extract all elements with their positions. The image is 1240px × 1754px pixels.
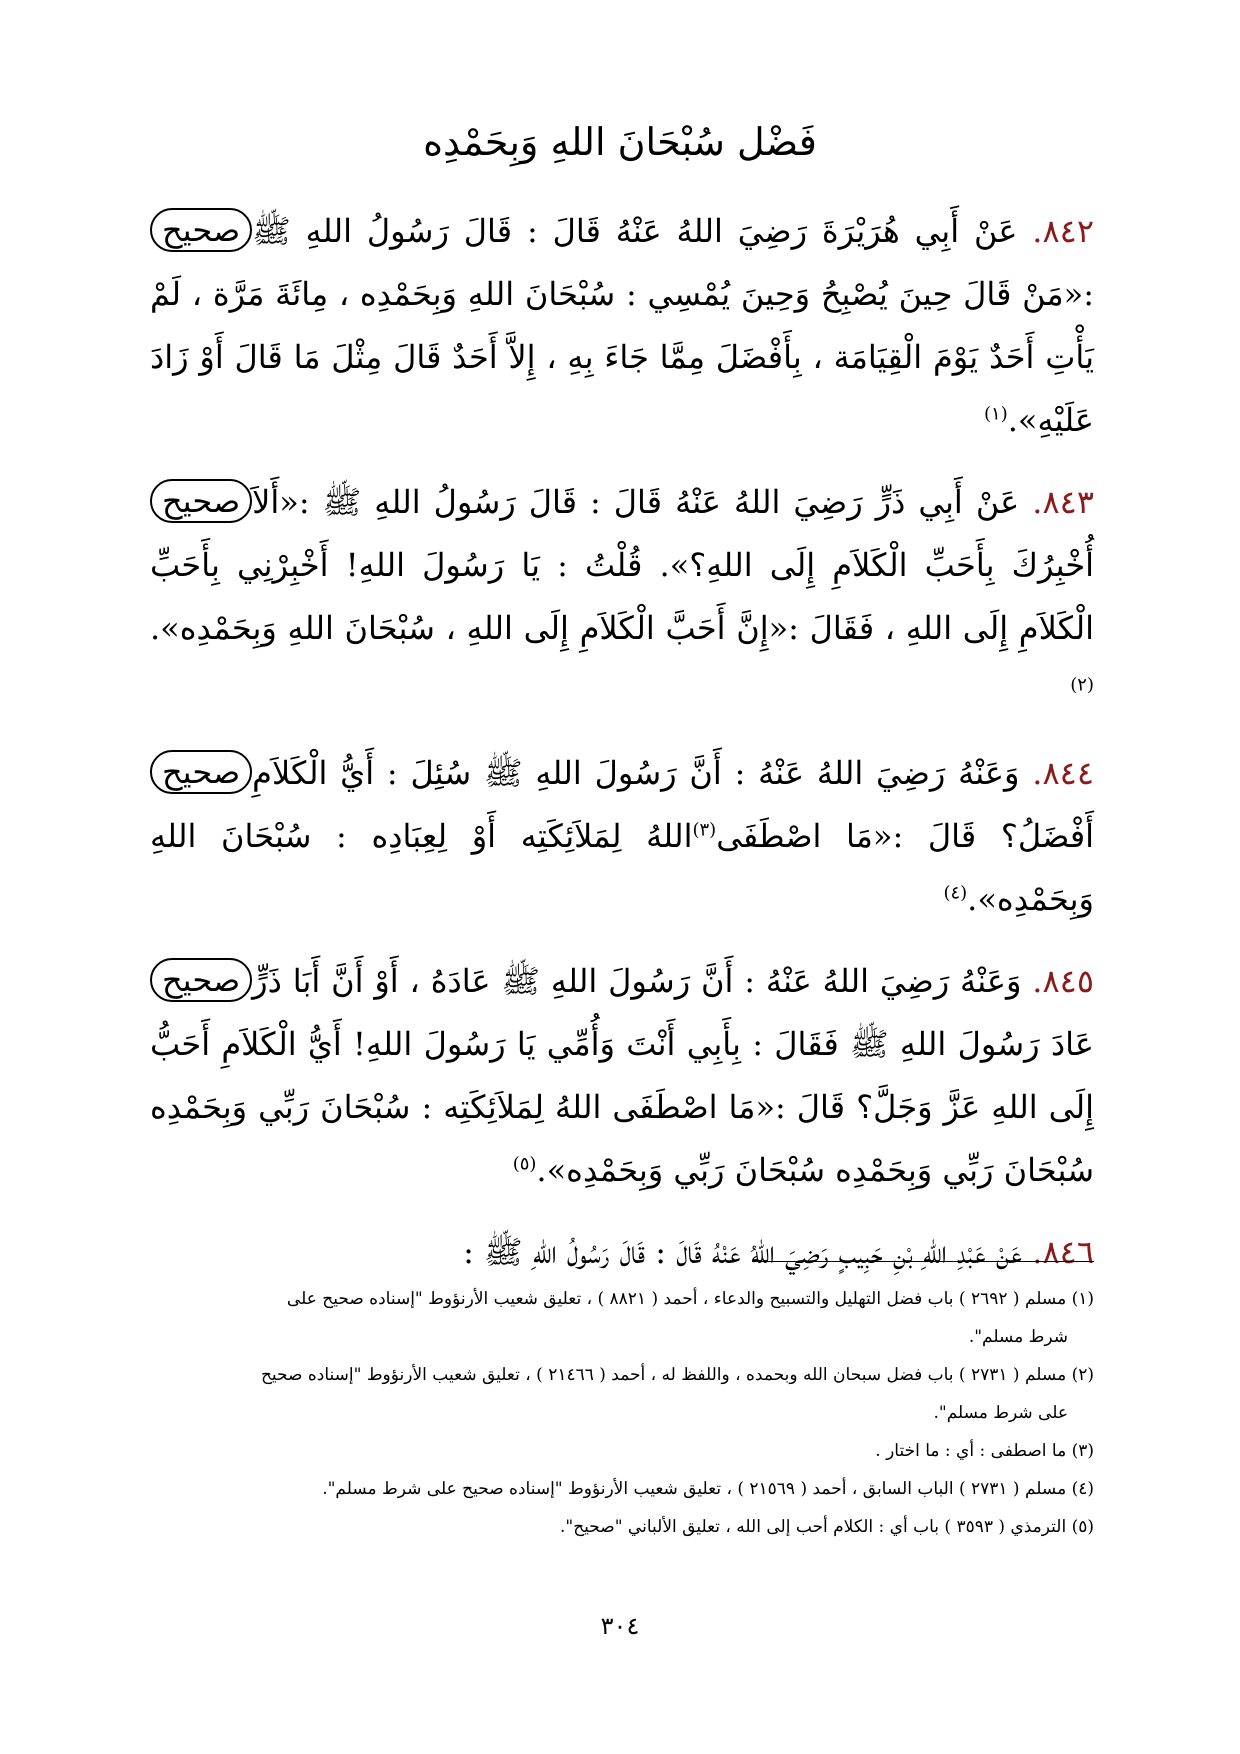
footnote-line: شرط مسلم". (968, 1327, 1068, 1347)
footnote-divider (754, 1261, 1094, 1262)
hadith-number: ٨٤٢. (1032, 212, 1095, 250)
footnote-ref[interactable]: (٢) (1070, 674, 1094, 696)
footnote-line: (١) مسلم ( ٢٦٩٢ ) باب فضل التهليل والتسبيح والدعاء ، أحمد ( ٨٨٢١ ) ، تعليق شعيب الأرنؤوط "إسناده صحيح على (286, 1289, 1094, 1309)
hadith-text: عَنْ عَبْدِ اللهِ بْنِ حَبِيبٍ رَضِيَ اللهُ عَنْهُ قَالَ : قَالَ رَسُولُ اللهِ ﷺ : (463, 1233, 1023, 1271)
hadith-list (150, 200, 1094, 1303)
footnote-line: على شرط مسلم". (933, 1403, 1068, 1423)
footnote-line: (٢) مسلم ( ٢٧٣١ ) باب فضل سبحان الله وبحمده ، واللفظ له ، أحمد ( ٢١٤٦٦ ) ، تعليق شعيب الأرنؤوط "إسناده صحيح (260, 1365, 1094, 1385)
hadith-845 (150, 950, 1094, 1202)
footnote-3 (150, 1432, 1094, 1470)
grade-badge: صحيح (150, 479, 252, 523)
grade-badge: صحيح (150, 208, 252, 252)
footnote-line: (٤) مسلم ( ٢٧٣١ ) الباب السابق ، أحمد ( ٢١٥٦٩ ) ، تعليق شعيب الأرنؤوط "إسناده صحيح على شرط مسلم". (322, 1479, 1094, 1499)
hadith-number: ٨٤٤. (1032, 754, 1095, 792)
footnote-2 (150, 1356, 1094, 1432)
footnote-4 (150, 1470, 1094, 1508)
footnote-ref[interactable]: (١) (984, 403, 1008, 425)
hadith-text: وَعَنْهُ رَضِيَ اللهُ عَنْهُ : أَنَّ رَسُولَ اللهِ ﷺ سُئِلَ : أَيُّ الْكَلاَمِ أَفْضَلُ؟ قَالَ :«مَا اصْطَفَى (252, 754, 1094, 855)
footnotes (150, 1280, 1094, 1546)
hadith-text: عَنْ أَبِي ذَرٍّ رَضِيَ اللهُ عَنْهُ قَالَ : قَالَ رَسُولُ اللهِ ﷺ :«أَلاَ أُخْبِرُكَ بِأَحَبِّ الْكَلاَمِ إِلَى اللهِ؟». قُلْتُ : يَا رَسُولَ اللهِ! أَخْبِرْنِي بِأَحَبِّ الْكَلاَمِ إِلَى اللهِ ، فَقَالَ :«إِنَّ أَحَبَّ الْكَلاَمِ إِلَى اللهِ ، سُبْحَانَ اللهِ وَبِحَمْدِه». (150, 483, 1094, 647)
hadith-844 (150, 742, 1094, 931)
grade-badge: صحيح (150, 750, 252, 794)
footnote-ref[interactable]: (٣) (692, 819, 717, 841)
hadith-number: ٨٤٥. (1032, 962, 1095, 1000)
page-number: ٣٠٤ (600, 1612, 640, 1640)
footnote-ref[interactable]: (٥) (512, 1153, 537, 1175)
hadith-846 (150, 1221, 1094, 1284)
footnote-ref[interactable]: (٤) (943, 882, 968, 904)
hadith-number: ٨٤٣. (1032, 483, 1095, 521)
hadith-842 (150, 200, 1094, 452)
hadith-843 (150, 471, 1094, 723)
grade-badge: صحيح (150, 958, 252, 1002)
hadith-text: اللهُ لِمَلاَئِكَتِه أَوْ لِعِبَادِه : سُبْحَانَ اللهِ وَبِحَمْدِه». (150, 817, 1094, 918)
footnote-line: (٣) ما اصطفى : أي : ما اختار . (875, 1441, 1094, 1461)
footnote-line: (٥) الترمذي ( ٣٥٩٣ ) باب أي : الكلام أحب إلى الله ، تعليق الألباني "صحيح". (559, 1517, 1094, 1537)
hadith-number: ٨٤٦. (1032, 1233, 1094, 1271)
hadith-text: عَنْ أَبِي هُرَيْرَةَ رَضِيَ اللهُ عَنْهُ قَالَ : قَالَ رَسُولُ اللهِ ﷺ :«مَنْ قَالَ حِينَ يُصْبِحُ وَحِينَ يُمْسِي : سُبْحَانَ اللهِ وَبِحَمْدِه ، مِائَةَ مَرَّة ، لَمْ يَأْتِ أَحَدٌ يَوْمَ الْقِيَامَة ، بِأَفْضَلَ مِمَّا جَاءَ بِهِ ، إِلاَّ أَحَدٌ قَالَ مِثْلَ مَا قَالَ أَوْ زَادَ عَلَيْهِ». (150, 212, 1094, 439)
footnote-1 (150, 1280, 1094, 1356)
page-title: فَضْل سُبْحَانَ اللهِ وَبِحَمْدِه (423, 120, 817, 164)
hadith-text: وَعَنْهُ رَضِيَ اللهُ عَنْهُ : أَنَّ رَسُولَ اللهِ ﷺ عَادَهُ ، أَوْ أَنَّ أَبَا ذَرٍّ عَادَ رَسُولَ اللهِ ﷺ فَقَالَ : بِأَبِي أَنْتَ وَأُمِّي يَا رَسُولَ اللهِ! أَيُّ الْكَلاَمِ أَحَبُّ إِلَى اللهِ عَزَّ وَجَلَّ؟ قَالَ :«مَا اصْطَفَى اللهُ لِمَلاَئِكَتِه : سُبْحَانَ رَبِّي وَبِحَمْدِه سُبْحَانَ رَبِّي وَبِحَمْدِه سُبْحَانَ رَبِّي وَبِحَمْدِه». (150, 962, 1094, 1189)
footnote-5 (150, 1508, 1094, 1546)
